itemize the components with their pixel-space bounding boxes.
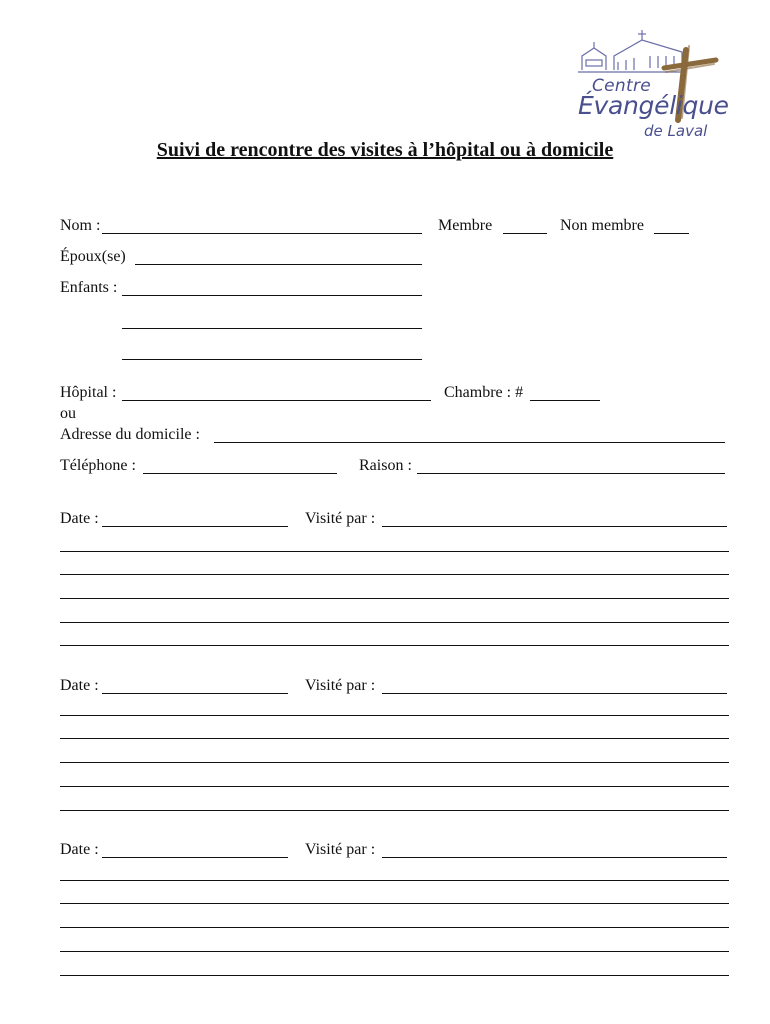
visit-3-date-field[interactable] xyxy=(102,857,288,858)
telephone-field[interactable] xyxy=(143,473,337,474)
hopital-label: Hôpital : xyxy=(60,384,117,401)
nom-label: Nom : xyxy=(60,217,101,234)
non-membre-field[interactable] xyxy=(654,233,689,234)
logo-line-evangelique: Évangélique xyxy=(578,91,729,120)
raison-label: Raison : xyxy=(359,457,412,474)
visit-3-date-label: Date : xyxy=(60,841,99,858)
raison-field[interactable] xyxy=(417,473,725,474)
chambre-label: Chambre : # xyxy=(444,384,524,401)
enfants-field-1[interactable] xyxy=(122,295,422,296)
visit-2-note-line-1[interactable] xyxy=(60,715,729,716)
visit-1-date-field[interactable] xyxy=(102,526,288,527)
page-title: Suivi de rencontre des visites à l’hôpital ou à domicile xyxy=(156,139,614,161)
visit-2-visited-by-field[interactable] xyxy=(382,693,727,694)
visit-2-visited-by-label: Visité par : xyxy=(305,677,376,694)
visit-1-note-line-1[interactable] xyxy=(60,551,729,552)
enfants-field-3[interactable] xyxy=(122,359,422,360)
visit-3-note-line-2[interactable] xyxy=(60,903,729,904)
visit-3-note-line-4[interactable] xyxy=(60,951,729,952)
enfants-label: Enfants : xyxy=(60,279,118,296)
membre-label: Membre xyxy=(438,217,493,234)
visit-1-note-line-5[interactable] xyxy=(60,645,729,646)
visit-3-note-line-5[interactable] xyxy=(60,975,729,976)
visit-2-note-line-5[interactable] xyxy=(60,810,729,811)
visit-3-note-line-3[interactable] xyxy=(60,927,729,928)
visit-2-note-line-4[interactable] xyxy=(60,786,729,787)
adresse-label: Adresse du domicile : xyxy=(60,426,200,443)
hopital-field[interactable] xyxy=(122,400,431,401)
adresse-field[interactable] xyxy=(214,442,725,443)
epoux-label: Époux(se) xyxy=(60,248,126,265)
nom-field[interactable] xyxy=(102,233,422,234)
non-membre-label: Non membre xyxy=(560,217,644,234)
visit-1-date-label: Date : xyxy=(60,510,99,527)
membre-field[interactable] xyxy=(503,233,547,234)
visit-2-note-line-3[interactable] xyxy=(60,762,729,763)
visit-2-date-label: Date : xyxy=(60,677,99,694)
visit-3-visited-by-label: Visité par : xyxy=(305,841,376,858)
chambre-field[interactable] xyxy=(530,400,600,401)
logo-line-de-laval: de Laval xyxy=(644,122,708,140)
epoux-field[interactable] xyxy=(135,264,422,265)
telephone-label: Téléphone : xyxy=(60,457,136,474)
visit-1-visited-by-label: Visité par : xyxy=(305,510,376,527)
visit-2-date-field[interactable] xyxy=(102,693,288,694)
visit-2-note-line-2[interactable] xyxy=(60,738,729,739)
enfants-field-2[interactable] xyxy=(122,328,422,329)
church-logo xyxy=(574,22,729,140)
ou-label: ou xyxy=(60,405,76,422)
visit-1-visited-by-field[interactable] xyxy=(382,526,727,527)
visit-1-note-line-3[interactable] xyxy=(60,598,729,599)
visit-3-note-line-1[interactable] xyxy=(60,880,729,881)
visit-1-note-line-2[interactable] xyxy=(60,574,729,575)
logo-line-centre: Centre xyxy=(592,76,652,96)
visit-3-visited-by-field[interactable] xyxy=(382,857,727,858)
visit-1-note-line-4[interactable] xyxy=(60,622,729,623)
